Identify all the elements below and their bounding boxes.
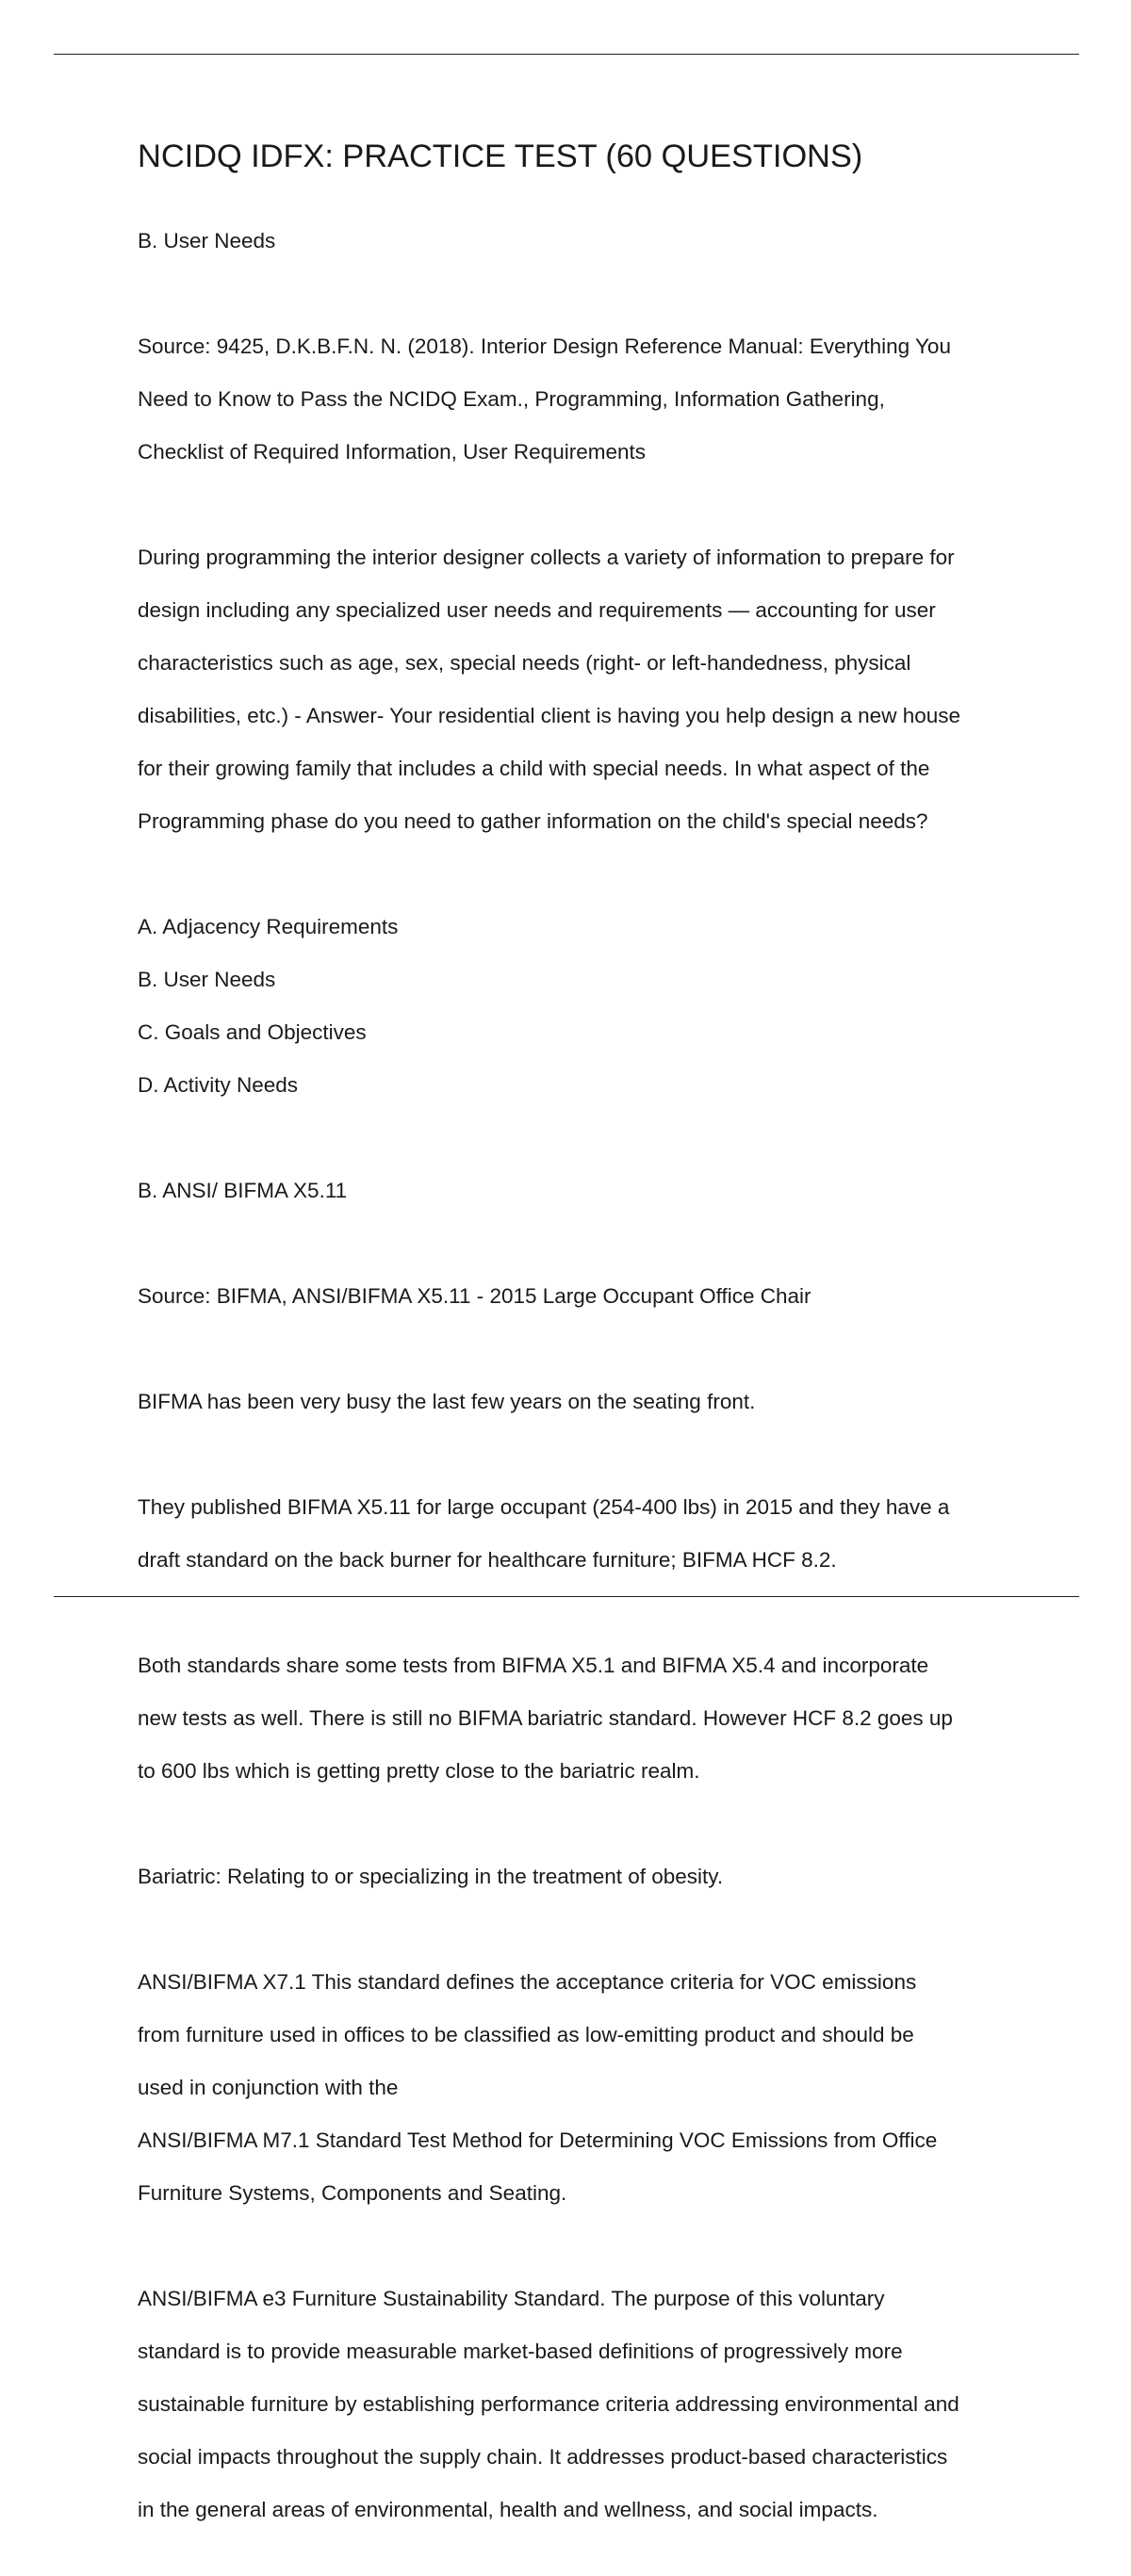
paragraph: They published BIFMA X5.11 for large occupant (254-400 lbs) in 2015 and they have a draft standard on the back burner for healthcare furniture; BIFMA HCF 8.2. (138, 1495, 950, 1572)
header-rule (54, 54, 1079, 55)
source-citation: Source: 9425, D.K.B.F.N. N. (2018). Interior Design Reference Manual: Everything You Need to Know to Pass the NCIDQ Exam., Programming, Information Gathering, Checklist of Required Information, User Requirements (138, 334, 951, 464)
question-paragraph: During programming the interior designer collects a variety of information to prepare for design including any specialized user needs and requirements — accounting for user characteristics such as age, sex, special needs (right- or left-handedness, physical disabilities, etc.) - Answer- Your residential client is having you help design a new house for their growing family that includes a child with special needs. In what aspect of the Programming phase do you need to gather information on the child's special needs? (138, 546, 960, 833)
answer-line: B. ANSI/ BIFMA X5.11 (138, 1179, 348, 1202)
definition-paragraph: Bariatric: Relating to or specializing in the treatment of obesity. (138, 1865, 724, 1888)
option-a: A. Adjacency Requirements (138, 915, 399, 938)
paragraph: ANSI/BIFMA e3 Furniture Sustainability Standard. The purpose of this voluntary standard is to provide measurable market-based definitions of progressively more sustainable furniture by establishing performance criteria addressing environmental and social impacts throughout the supply chain. It addresses product-based characteristics in the general areas of environmental, health and wellness, and social impacts. (138, 2287, 959, 2521)
document-body (138, 132, 1033, 2576)
footer-rule (54, 1596, 1079, 1597)
option-d: D. Activity Needs (138, 1073, 299, 1097)
paragraph: BIFMA has been very busy the last few years on the seating front. (138, 1390, 756, 1413)
answer-options (138, 888, 1033, 1125)
answer-line: B. User Needs (138, 229, 276, 253)
paragraph: ANSI/BIFMA X7.1 This standard defines the acceptance criteria for VOC emissions from furniture used in offices to be classified as low-emitting product and should be used in conjunction with the ANSI/BIFMA M7.1 Standard Test Method for Determining VOC Emissions from Office Furniture Systems, Components and Seating. (138, 1970, 938, 2205)
option-b: B. User Needs (138, 968, 276, 991)
paragraph: Both standards share some tests from BIFMA X5.1 and BIFMA X5.4 and incorporate new tests as well. There is still no BIFMA bariatric standard. However HCF 8.2 goes up to 600 lbs which is getting pretty close to the bariatric realm. (138, 1654, 953, 1783)
source-citation: Source: BIFMA, ANSI/BIFMA X5.11 - 2015 Large Occupant Office Chair (138, 1284, 811, 1308)
page-title: NCIDQ IDFX: PRACTICE TEST (60 QUESTIONS) (138, 139, 863, 174)
option-c: C. Goals and Objectives (138, 1020, 367, 1044)
